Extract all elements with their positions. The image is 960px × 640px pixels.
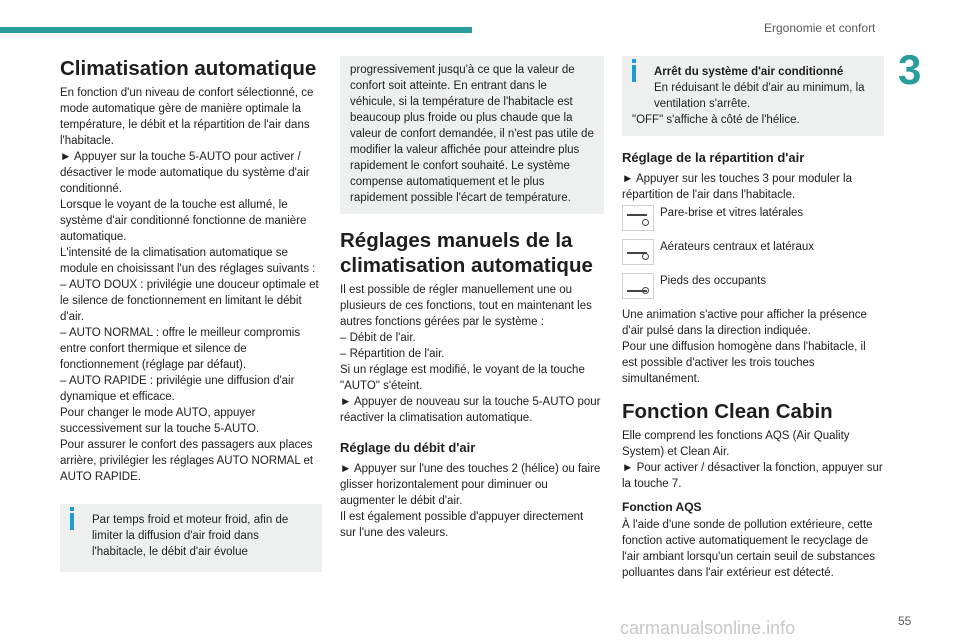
icon-label: Pieds des occupants (660, 275, 767, 287)
subheading-debit: Réglage du débit d'air (340, 440, 476, 455)
info-box-arret (622, 56, 884, 136)
section-title-reglages: Réglages manuels de la climatisation automatique (340, 229, 593, 277)
info-box (60, 504, 322, 572)
paragraph: Pour changer le mode AUTO, appuyer successivement sur la touche 5-AUTO. (60, 407, 260, 435)
paragraph: Pour assurer le confort des passagers aux places arrière, privilégier les réglages AUTO NORMAL et AUTO RAPIDE. (60, 439, 314, 483)
watermark: carmanualsonline.info (620, 618, 796, 638)
paragraph: ► Appuyer sur les touches 3 pour moduler la répartition de l'air dans l'habitacle. (622, 173, 853, 201)
subheading-aqs: Fonction AQS (622, 500, 702, 514)
column-2 (340, 56, 602, 541)
info-icon (632, 65, 636, 82)
info-box-continued (340, 56, 604, 214)
info-title: Arrêt du système d'air conditionné (654, 66, 844, 78)
header-bar (0, 27, 472, 33)
icon-label: Aérateurs centraux et latéraux (660, 241, 815, 253)
paragraph: Une animation s'active pour afficher la présence d'air pulsé dans la direction indiquée. (622, 309, 867, 337)
paragraph: Si un réglage est modifié, le voyant de la touche "AUTO" s'éteint. (340, 364, 585, 392)
paragraph: ► Appuyer sur l'une des touches 2 (hélice) ou faire glisser horizontalement pour diminuer ou augmenter le débit d'air. (340, 463, 601, 507)
page-number: 55 (898, 614, 912, 628)
info-text: "OFF" s'affiche à côté de l'hélice. (632, 114, 800, 126)
paragraph: L'intensité de la climatisation automatique se module en choisissant l'un des réglages suivants : (60, 247, 316, 275)
paragraph: En fonction d'un niveau de confort sélectionné, ce mode automatique gère de manière optimale la température, le débit et la répartition de l'air dans l'habitacle. (60, 87, 314, 147)
chapter-title: Ergonomie et confort (764, 21, 876, 35)
paragraph: Pour une diffusion homogène dans l'habitacle, il est possible d'activer les trois touches simultanément. (622, 341, 866, 385)
info-text: Par temps froid et moteur froid, afin de limiter la diffusion d'air froid dans l'habitacle, le débit d'air évolue (92, 514, 289, 558)
subheading-repartition: Réglage de la répartition d'air (622, 150, 805, 165)
windshield-airflow-icon (622, 205, 654, 231)
feet-airflow-icon (622, 273, 654, 299)
chapter-number: 3 (898, 46, 922, 93)
paragraph: – Répartition de l'air. (340, 348, 445, 360)
paragraph: ► Appuyer sur la touche 5-AUTO pour activer / désactiver le mode automatique du système d'air conditionné. (60, 151, 310, 195)
column-3 (622, 56, 884, 581)
paragraph: À l'aide d'une sonde de pollution extérieure, cette fonction active automatiquement le recyclage de l'air ambiant lorsqu'un certain seuil de substances polluantes dans l'air extérieur est détecté. (622, 519, 876, 579)
icon-label: Pare-brise et vitres latérales (660, 207, 804, 219)
paragraph: – AUTO RAPIDE : privilégie une diffusion d'air dynamique et efficace. (60, 375, 295, 403)
paragraph: – AUTO DOUX : privilégie une douceur optimale et le silence de fonctionnement en limitant le débit d'air. (60, 279, 319, 323)
paragraph: Elle comprend les fonctions AQS (Air Quality System) et Clean Air. (622, 430, 850, 458)
paragraph: ► Pour activer / désactiver la fonction, appuyer sur la touche 7. (622, 462, 883, 490)
vents-airflow-icon (622, 239, 654, 265)
distribution-row-feet (622, 273, 884, 305)
paragraph: Lorsque le voyant de la touche est allumé, le système d'air conditionné fonctionne de manière automatique. (60, 199, 307, 243)
section-title-clean-cabin: Fonction Clean Cabin (622, 400, 833, 423)
paragraph: Il est également possible d'appuyer directement sur l'une des valeurs. (340, 511, 584, 539)
paragraph: Il est possible de régler manuellement une ou plusieurs de ces fonctions, tout en maintenant les autres fonctions gérées par le système : (340, 284, 592, 328)
paragraph: – Débit de l'air. (340, 332, 416, 344)
column-1 (60, 56, 322, 485)
distribution-row-vents (622, 239, 884, 271)
paragraph: – AUTO NORMAL : offre le meilleur compromis entre confort thermique et silence de fonctionnement (réglage par défaut). (60, 327, 301, 371)
info-text: En réduisant le débit d'air au minimum, la ventilation s'arrête. (654, 82, 865, 110)
distribution-row-windshield (622, 205, 884, 237)
section-title-climatisation: Climatisation automatique (60, 57, 317, 80)
info-text: progressivement jusqu'à ce que la valeur de confort soit atteinte. En entrant dans le véhicule, si la température de l'habitacle est beaucoup plus froide ou plus chaude que la valeur de confort demandée, il n'est pas utile de modifier la valeur affichée pour atteindre plus rapidement le confort souhaité. Le système compense automatiquement et le plus rapidement possible l'écart de température. (350, 64, 594, 204)
paragraph: ► Appuyer de nouveau sur la touche 5-AUTO pour réactiver la climatisation automatique. (340, 396, 601, 424)
info-icon (70, 513, 74, 530)
